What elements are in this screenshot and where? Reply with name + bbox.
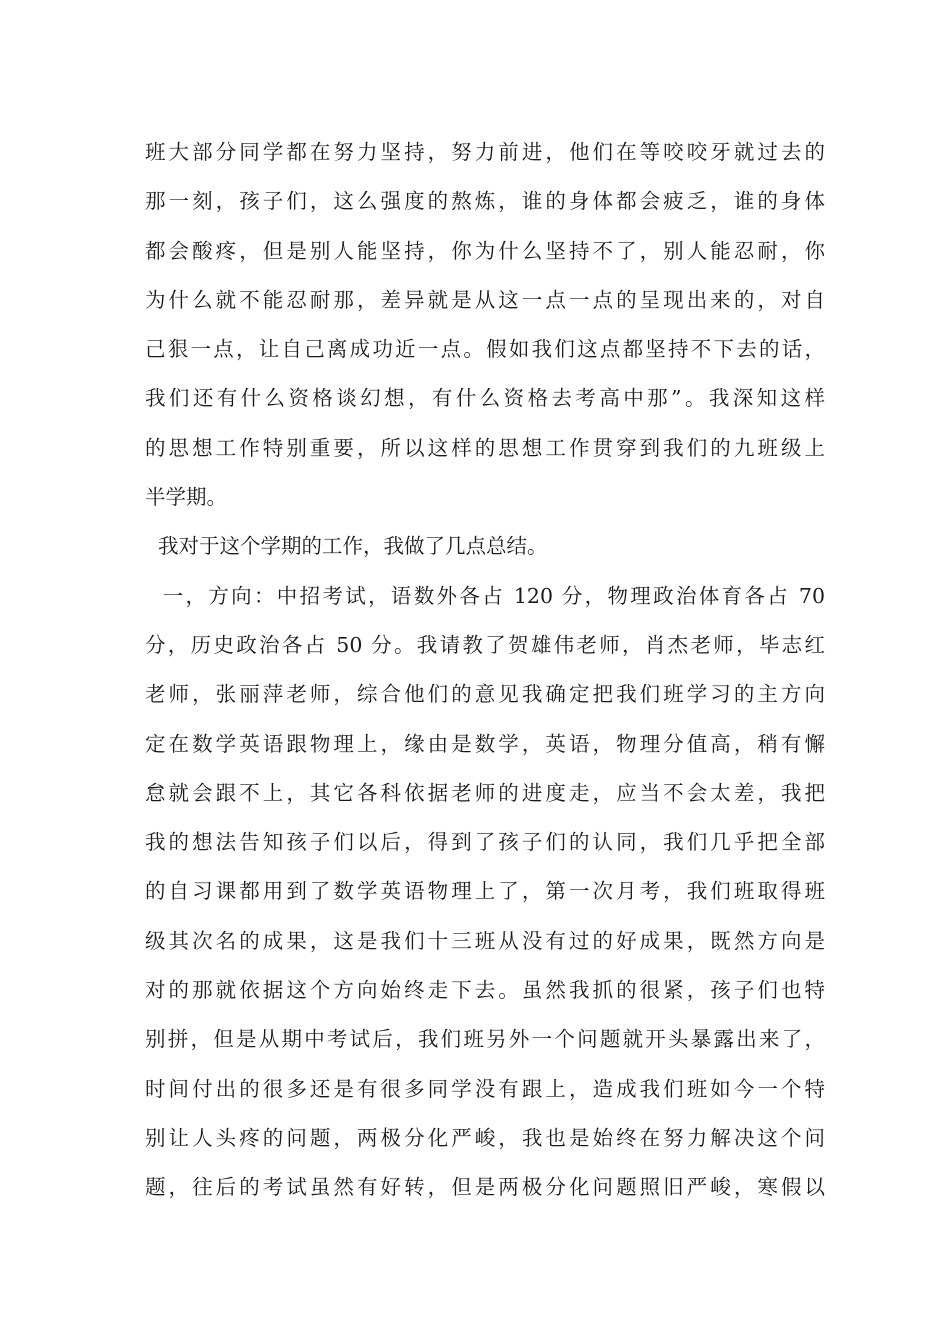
text-line: 定在数学英语跟物理上，缘由是数学，英语，物理分值高，稍有懈 — [145, 731, 825, 756]
text-line: 题，往后的考试虽然有好转，但是两极分化问题照旧严峻，寒假以 — [145, 1175, 825, 1200]
text-line: 时间付出的很多还是有很多同学没有跟上，造成我们班如今一个特 — [145, 1076, 825, 1101]
text-line: 为什么就不能忍耐那，差异就是从这一点一点的呈现出来的，对自 — [145, 287, 825, 312]
text-line: 班大部分同学都在努力坚持，努力前进，他们在等咬咬牙就过去的 — [145, 140, 825, 164]
text-line: 别让人头疼的问题，两极分化严峻，我也是始终在努力解决这个问 — [145, 1125, 825, 1150]
body-text — [145, 128, 825, 1213]
text-line: 都会酸疼，但是别人能坚持，你为什么坚持不了，别人能忍耐，你 — [145, 238, 825, 263]
text-line: 分，历史政治各占 50 分。我请教了贺雄伟老师，肖杰老师，毕志红 — [145, 632, 825, 657]
text-line: 半学期。 — [145, 485, 227, 510]
text-line: 别拼，但是从期中考试后，我们班另外一个问题就开头暴露出来了， — [145, 1027, 825, 1052]
text-line: 的思想工作特别重要，所以这样的思想工作贯穿到我们的九班级上 — [145, 435, 825, 460]
text-line: 那一刻，孩子们，这么强度的熬炼，谁的身体都会疲乏，谁的身体 — [145, 189, 825, 214]
text-line: 级其次名的成果，这是我们十三班从没有过的好成果，既然方向是 — [145, 928, 825, 953]
text-line: 老师，张丽萍老师，综合他们的意见我确定把我们班学习的主方向 — [145, 682, 825, 707]
text-line: 己狠一点，让自己离成功近一点。假如我们这点都坚持不下去的话， — [145, 337, 825, 362]
text-line: 对的那就依据这个方向始终走下去。虽然我抓的很紧，孩子们也特 — [145, 978, 825, 1003]
text-line: 我的想法告知孩子们以后，得到了孩子们的认同，我们几乎把全部 — [145, 830, 825, 855]
text-line: 我对于这个学期的工作，我做了几点总结。 — [145, 534, 548, 559]
text-line: 怠就会跟不上，其它各科依据老师的进度走，应当不会太差，我把 — [145, 780, 825, 805]
text-line: 的自习课都用到了数学英语物理上了，第一次月考，我们班取得班 — [145, 879, 825, 904]
text-line: 一，方向：中招考试，语数外各占 120 分，物理政治体育各占 70 — [145, 583, 825, 608]
text-line: 我们还有什么资格谈幻想，有什么资格去考高中那”。我深知这样 — [145, 386, 825, 411]
